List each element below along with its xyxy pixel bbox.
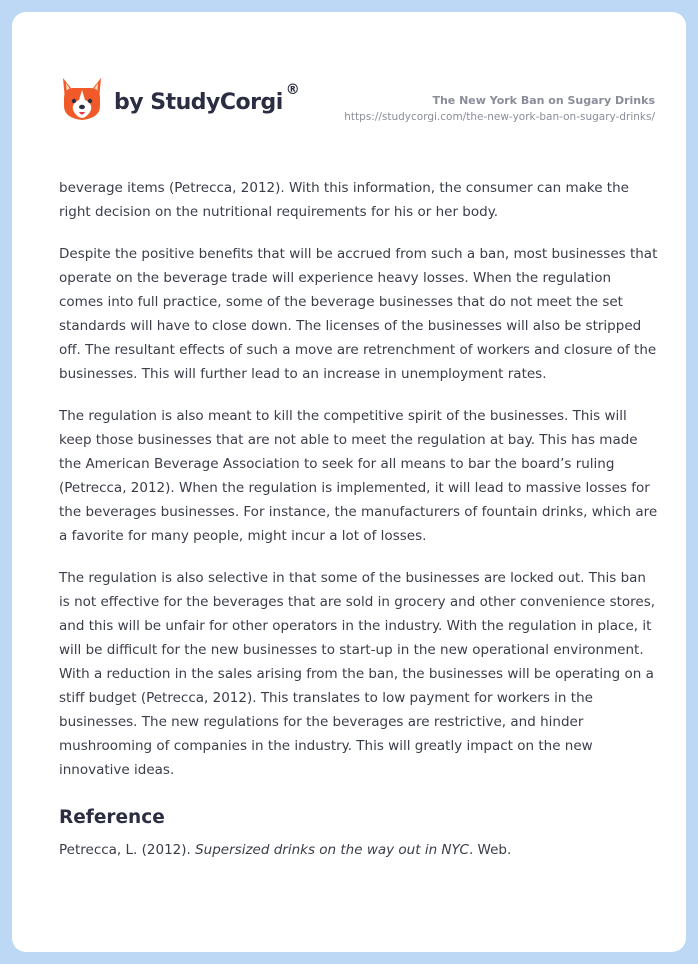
brand-logo[interactable]	[60, 76, 300, 122]
document-url[interactable]: https://studycorgi.com/the-new-york-ban-on-sugary-drinks/	[344, 111, 655, 123]
body-paragraph: The regulation is also selective in that some of the businesses are locked out. This ban is not effective for the beverages that are sold in grocery and other convenience stores, and this will be unfair for other operators in the industry. With the regulation in place, it will be difficult for the new businesses to start-up in the new operational environment. With a reduction in the sales arising from the ban, the businesses will be operating on a stiff budget (Petrecca, 2012). This translates to low payment for workers in the businesses. The new regulations for the beverages are restrictive, and hinder mushrooming of companies in the industry. This will greatly impact on the new innovative ideas.	[59, 570, 656, 778]
document-body	[59, 176, 659, 880]
corgi-logo-icon	[60, 76, 104, 122]
reference-entry	[59, 838, 659, 862]
document-title: The New York Ban on Sugary Drinks	[432, 94, 655, 107]
body-paragraph: The regulation is also meant to kill the competitive spirit of the businesses. This will keep those businesses that are not able to meet the regulation at bay. This has made the American Beverage Association to seek for all means to bar the board’s ruling (Petrecca, 2012). When the regulation is implemented, it will lead to massive losses for the beverages businesses. For instance, the manufacturers of fountain drinks, which are a favorite for many people, might incur a lot of losses.	[59, 408, 658, 544]
reference-author: Petrecca, L. (2012).	[59, 842, 196, 858]
document-meta	[344, 94, 655, 124]
body-paragraph: beverage items (Petrecca, 2012). With this information, the consumer can make the right decision on the nutritional requirements for his or her body.	[59, 180, 629, 220]
reference-title: Supersized drinks on the way out in NYC	[195, 842, 469, 858]
reference-heading: Reference	[59, 807, 165, 828]
registered-mark: ®	[285, 82, 300, 98]
brand-name: by StudyCorgi	[114, 89, 283, 115]
body-paragraph: Despite the positive benefits that will be accrued from such a ban, most businesses that operate on the beverage trade will experience heavy losses. When the regulation comes into full practice, some of the beverage businesses that do not meet the set standards will have to close down. The licenses of the businesses will also be stripped off. The resultant effects of such a move are retrenchment of workers and closure of the businesses. This will further lead to an increase in unemployment rates.	[59, 246, 658, 382]
document-page	[12, 12, 686, 952]
reference-suffix: . Web.	[468, 842, 512, 858]
